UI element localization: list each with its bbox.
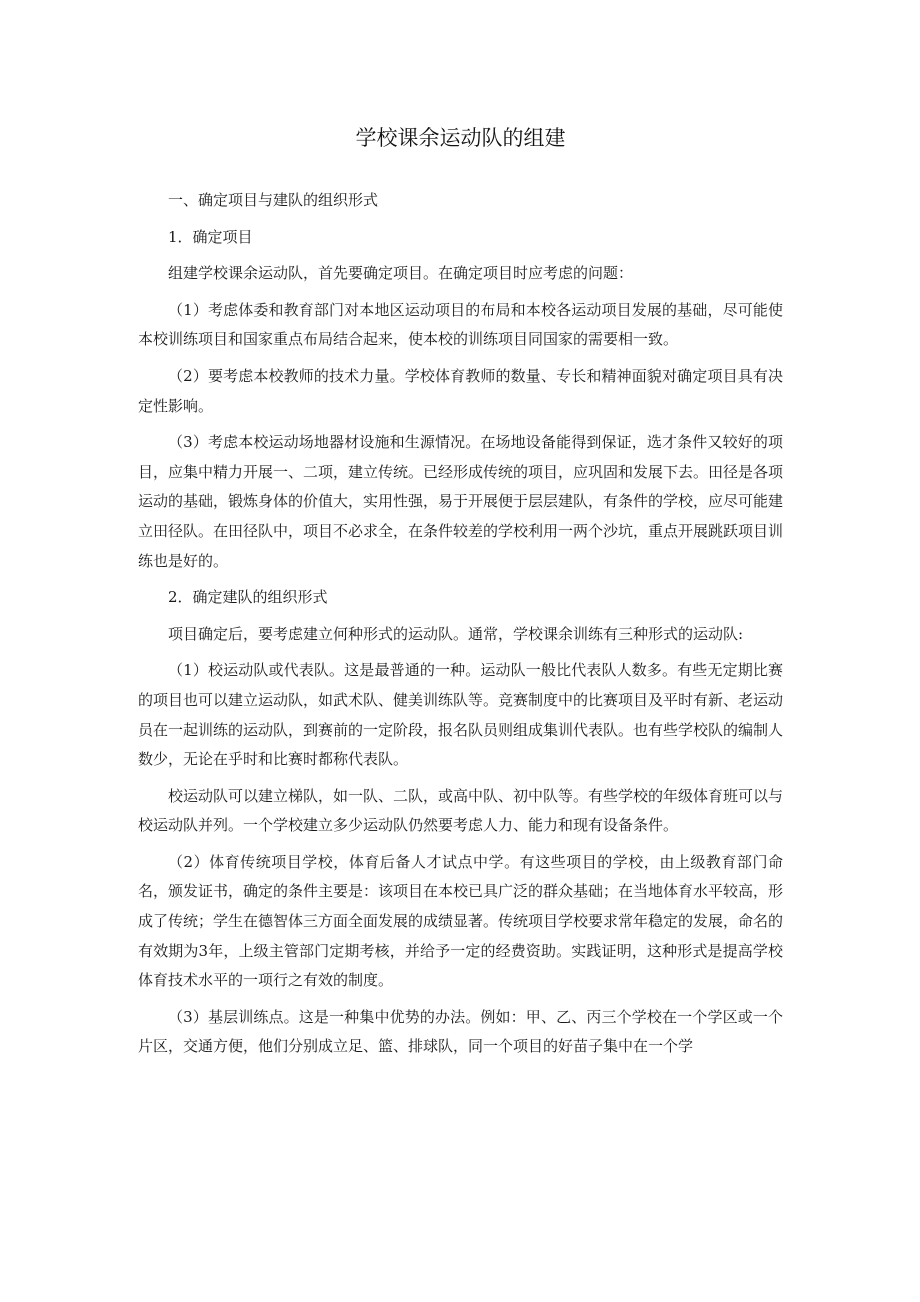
paragraph: （1）考虑体委和教育部门对本地区运动项目的布局和本校各运动项目发展的基础，尽可能使本校训练项目和国家重点布局结合起来，使本校的训练项目同国家的需要相一致。 xyxy=(138,300,783,349)
section-heading: 一、确定项目与建队的组织形式 xyxy=(168,191,379,209)
paragraph: 项目确定后，要考虑建立何种形式的运动队。通常，学校课余训练有三种形式的运动队: xyxy=(168,624,744,643)
paragraph: （3）考虑本校运动场地器材设施和生源情况。在场地设备能得到保证，选才条件又较好的项目，应集中精力开展一、二项，建立传统。已经形成传统的项目，应巩固和发展下去。田径是各项运动的基础，锻炼身体的价值大，实用性强，易于开展便于层层建队，有条件的学校，应尽可能建立田径队。在田径队中，项目不必求全，在条件较差的学校利用一两个沙坑，重点开展跳跃项目训练也是好的。 xyxy=(138,433,784,570)
document-title: 学校课余运动队的组建 xyxy=(355,126,566,150)
paragraph: 校运动队可以建立梯队，如一队、二队，或高中队、初中队等。有些学校的年级体育班可以与校运动队并列。一个学校建立多少运动队仍然要考虑人力、能力和现有设备条件。 xyxy=(138,786,784,835)
paragraph: （2）要考虑本校教师的技术力量。学校体育教师的数量、专长和精神面貌对确定项目具有决定性影响。 xyxy=(138,366,783,415)
paragraph: （2）体育传统项目学校，体育后备人才试点中学。有这些项目的学校，由上级教育部门命名，颁发证书，确定的条件主要是：该项目在本校已具广泛的群众基础；在当地体育水平较高，形成了传统；学生在德智体三方面全面发展的成绩显著。传统项目学校要求常年稳定的发展，命名的有效期为3年，上级主管部门定期考核，并给予一定的经费资助。实践证明，这种形式是提高学校体育技术水平的一项行之有效的制度。 xyxy=(138,852,784,990)
document-body xyxy=(138,186,783,1069)
subsection-heading: 1．确定项目 xyxy=(168,227,253,246)
paragraph: 组建学校课余运动队，首先要确定项目。在确定项目时应考虑的问题： xyxy=(168,264,634,283)
paragraph: （3）基层训练点。这是一种集中优势的办法。例如：甲、乙、丙三个学校在一个学区或一个片区，交通方便，他们分别成立足、篮、排球队，同一个项目的好苗子集中在一个学 xyxy=(138,1007,783,1056)
subsection-heading: 2．确定建队的组织形式 xyxy=(168,588,328,607)
paragraph: （1）校运动队或代表队。这是最普通的一种。运动队一般比代表队人数多。有些无定期比赛的项目也可以建立运动队，如武术队、健美训练队等。竞赛制度中的比赛项目及平时有新、老运动员在一起训练的运动队，到赛前的一定阶段，报名队员则组成集训代表队。也有些学校队的编制人数少，无论在乎时和比赛时都称代表队。 xyxy=(138,661,784,769)
